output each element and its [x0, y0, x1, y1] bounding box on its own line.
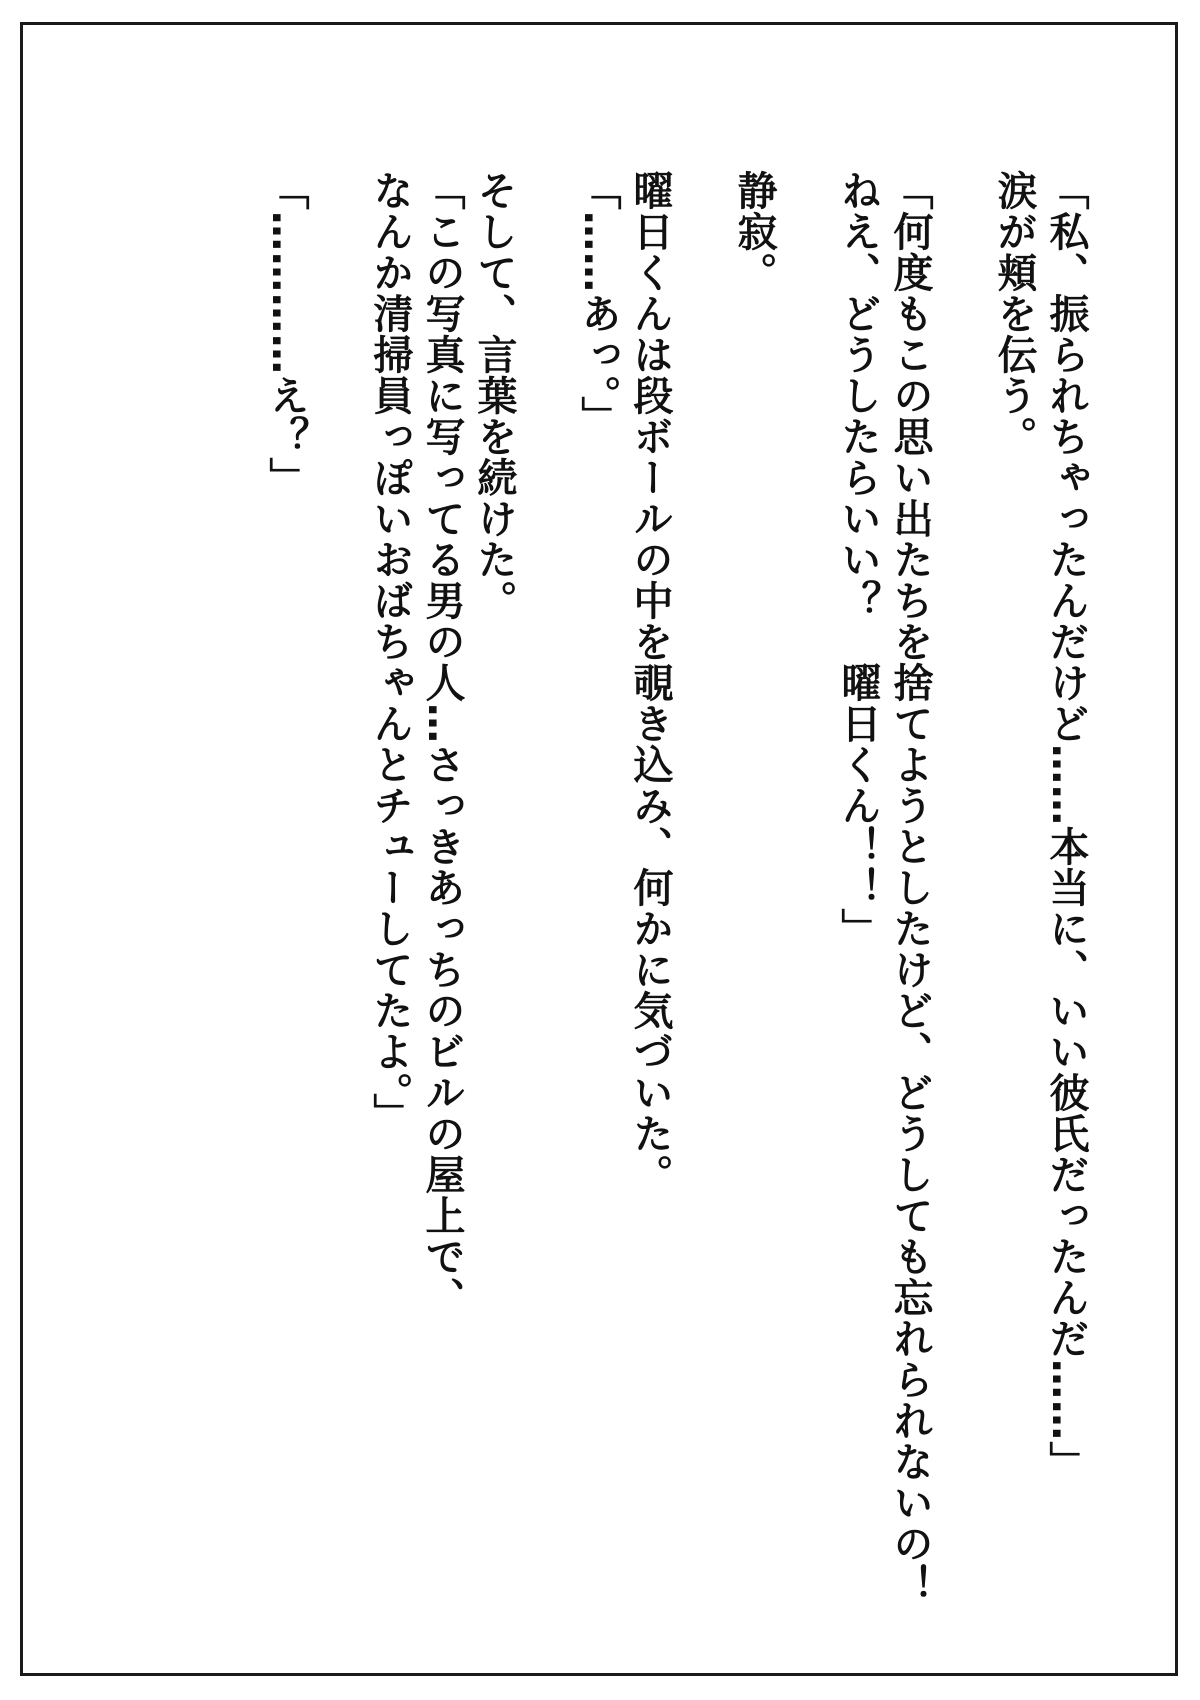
dialogue-line: 「私、振られちゃったんだけど……本当に、いい彼氏だったんだ……」: [1043, 170, 1089, 1482]
paragraph-gap: [312, 170, 364, 1550]
dialogue-line: ねえ、どうしたらいい？ 曜日くん！！」: [835, 170, 881, 949]
narration-line: 静寂。: [731, 170, 777, 293]
paragraph-gap: [780, 170, 832, 1550]
dialogue-line: 「何度もこの思い出たちを捨てようとしたけど、どうしても忘れられないの！: [887, 170, 933, 1605]
dialogue-line: 「この写真に写ってる男の人…さっきあっちのビルの屋上で、: [419, 170, 465, 1318]
paragraph-gap: [520, 170, 572, 1550]
paragraph-gap: [936, 170, 988, 1550]
dialogue-line: 「…………え？」: [263, 170, 309, 498]
vertical-text-body: [72, 170, 1092, 1605]
dialogue-line: なんか清掃員っぽいおばちゃんとチューしてたよ。」: [367, 170, 413, 1134]
narration-line: 曜日くんは段ボールの中を覗き込み、何かに気づいた。: [627, 170, 673, 1195]
paragraph-gap: [676, 170, 728, 1550]
narration-line: そして、言葉を続けた。: [471, 170, 517, 621]
dialogue-line: 「……あっ。」: [575, 170, 621, 437]
narration-line: 涙が頬を伝う。: [991, 170, 1037, 457]
